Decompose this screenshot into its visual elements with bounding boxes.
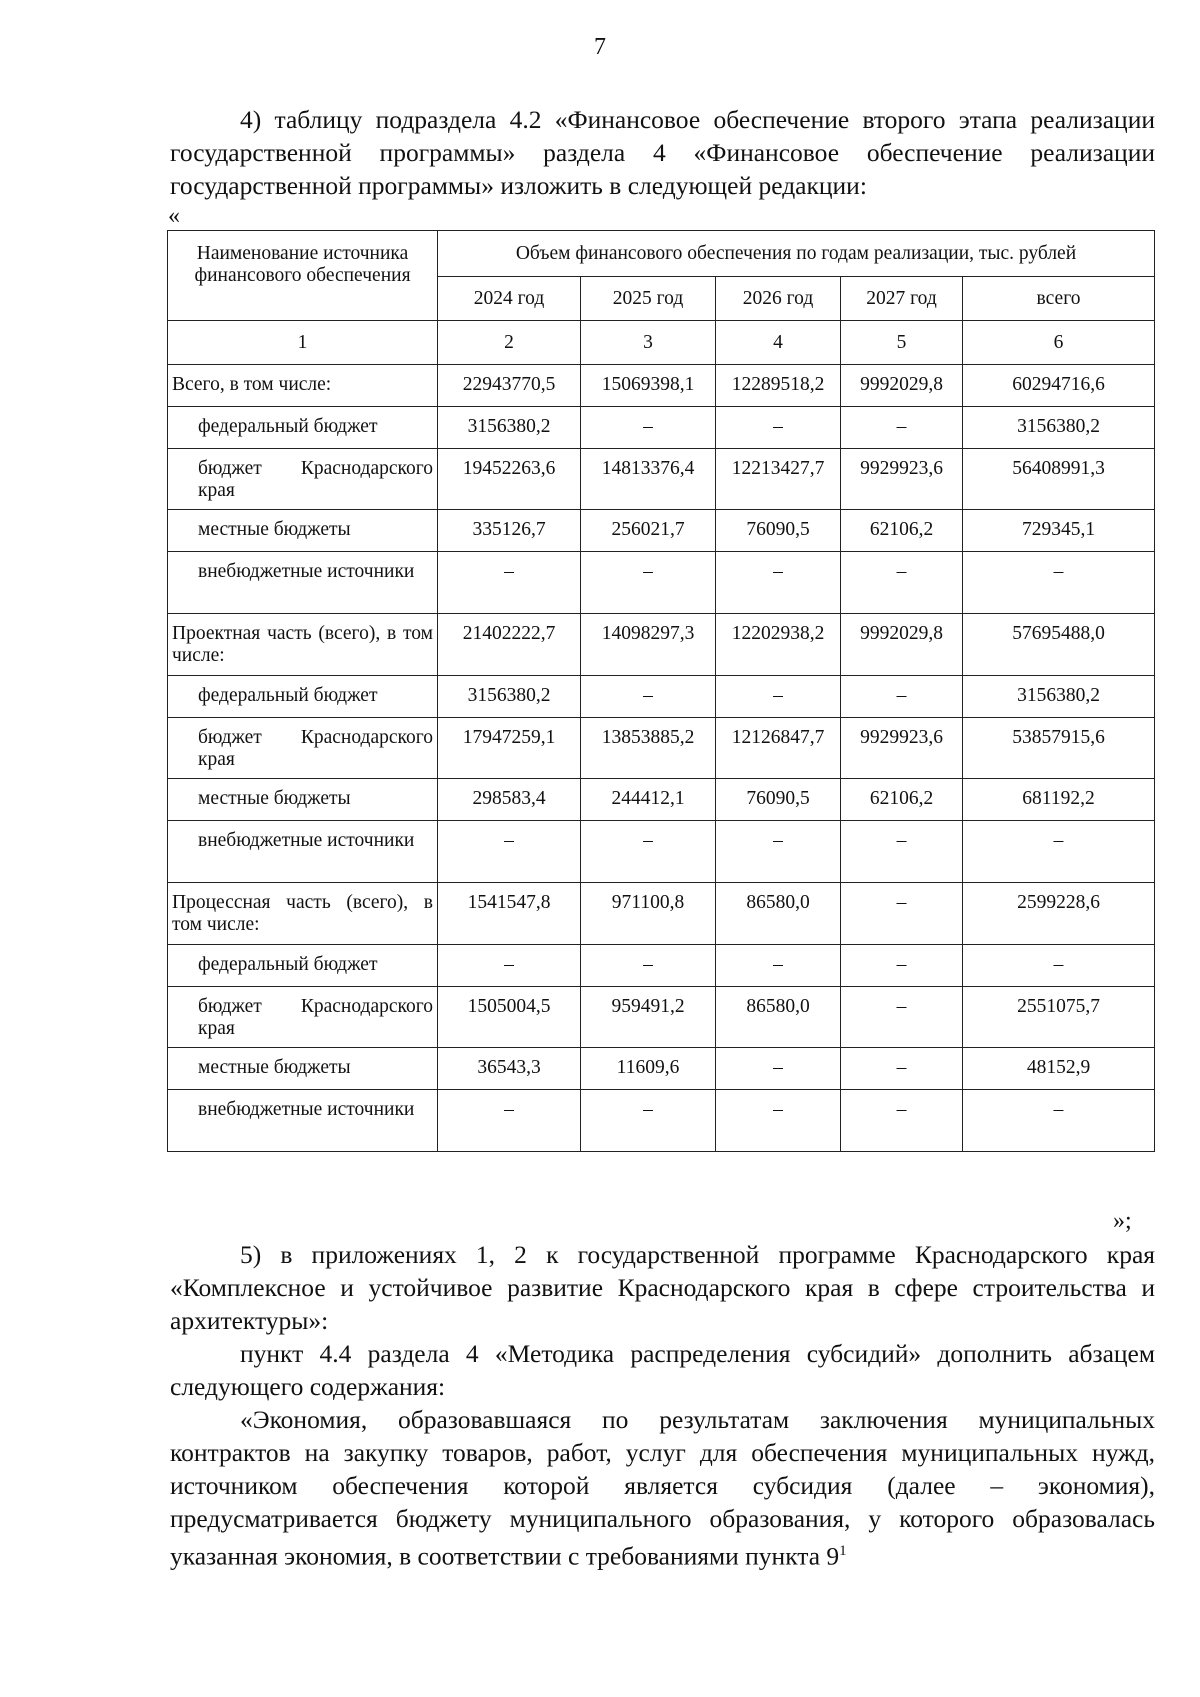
table-row xyxy=(168,552,1155,614)
row-value: 62106,2 xyxy=(841,510,963,552)
row-value: – xyxy=(841,821,963,883)
column-number: 1 xyxy=(168,321,438,365)
column-number: 6 xyxy=(963,321,1155,365)
header-total: всего xyxy=(963,277,1155,321)
row-value: – xyxy=(963,552,1155,614)
row-name: Всего, в том числе: xyxy=(168,365,438,407)
table-row xyxy=(168,945,1155,987)
row-value: – xyxy=(841,407,963,449)
row-value: 12202938,2 xyxy=(716,614,841,676)
column-number: 4 xyxy=(716,321,841,365)
table-row xyxy=(168,1048,1155,1090)
paragraph-quote xyxy=(170,1403,1155,1573)
table-row xyxy=(168,510,1155,552)
row-value: 60294716,6 xyxy=(963,365,1155,407)
row-value: – xyxy=(716,1090,841,1152)
header-year: 2027 год xyxy=(841,277,963,321)
row-value: 62106,2 xyxy=(841,779,963,821)
row-value: 335126,7 xyxy=(438,510,581,552)
table-row xyxy=(168,407,1155,449)
row-value: – xyxy=(716,945,841,987)
row-value: 12213427,7 xyxy=(716,449,841,510)
row-value: 22943770,5 xyxy=(438,365,581,407)
row-value: 2599228,6 xyxy=(963,883,1155,945)
row-value: 15069398,1 xyxy=(581,365,716,407)
paragraph-quote-superscript: 1 xyxy=(839,1543,847,1559)
row-value: 48152,9 xyxy=(963,1048,1155,1090)
row-value: 3156380,2 xyxy=(963,407,1155,449)
row-value: 9929923,6 xyxy=(841,718,963,779)
row-value: 21402222,7 xyxy=(438,614,581,676)
row-name: внебюджетные источники xyxy=(168,821,438,883)
row-value: – xyxy=(841,987,963,1048)
row-value: – xyxy=(581,407,716,449)
row-value: 14813376,4 xyxy=(581,449,716,510)
row-value: 2551075,7 xyxy=(963,987,1155,1048)
row-value: 256021,7 xyxy=(581,510,716,552)
financing-table xyxy=(167,230,1155,1152)
row-value: 17947259,1 xyxy=(438,718,581,779)
row-value: 681192,2 xyxy=(963,779,1155,821)
row-value: 298583,4 xyxy=(438,779,581,821)
row-value: 53857915,6 xyxy=(963,718,1155,779)
row-value: – xyxy=(438,945,581,987)
row-name: федеральный бюджет xyxy=(168,407,438,449)
row-value: – xyxy=(716,552,841,614)
row-value: – xyxy=(841,945,963,987)
row-value: 9929923,6 xyxy=(841,449,963,510)
row-value: 36543,3 xyxy=(438,1048,581,1090)
column-number: 2 xyxy=(438,321,581,365)
table-row xyxy=(168,1090,1155,1152)
row-value: 86580,0 xyxy=(716,883,841,945)
row-value: 12126847,7 xyxy=(716,718,841,779)
row-value: 57695488,0 xyxy=(963,614,1155,676)
header-year: 2024 год xyxy=(438,277,581,321)
row-value: 1541547,8 xyxy=(438,883,581,945)
row-name: бюджет Краснодарского края xyxy=(168,718,438,779)
row-name: Процессная часть (всего), в том числе: xyxy=(168,883,438,945)
row-value: – xyxy=(581,1090,716,1152)
row-name: Проектная часть (всего), в том числе: xyxy=(168,614,438,676)
row-value: 56408991,3 xyxy=(963,449,1155,510)
row-value: 76090,5 xyxy=(716,510,841,552)
row-value: – xyxy=(716,407,841,449)
row-value: 3156380,2 xyxy=(438,676,581,718)
row-name: федеральный бюджет xyxy=(168,945,438,987)
row-value: – xyxy=(841,1090,963,1152)
row-value: – xyxy=(438,821,581,883)
row-value: – xyxy=(841,883,963,945)
row-value: – xyxy=(963,1090,1155,1152)
table-row xyxy=(168,779,1155,821)
row-name: местные бюджеты xyxy=(168,510,438,552)
row-value: – xyxy=(963,945,1155,987)
header-year: 2026 год xyxy=(716,277,841,321)
row-value: – xyxy=(841,1048,963,1090)
table-row xyxy=(168,987,1155,1048)
table-row xyxy=(168,449,1155,510)
row-value: – xyxy=(438,552,581,614)
page-number: 7 xyxy=(594,34,606,60)
table-row xyxy=(168,883,1155,945)
header-year: 2025 год xyxy=(581,277,716,321)
header-volume: Объем финансового обеспечения по годам реализации, тыс. рублей xyxy=(438,231,1155,277)
table-row xyxy=(168,365,1155,407)
table-row xyxy=(168,718,1155,779)
row-value: 14098297,3 xyxy=(581,614,716,676)
quote-close: »; xyxy=(1113,1208,1132,1234)
row-value: – xyxy=(716,1048,841,1090)
header-source: Наименование источника финансового обеспечения xyxy=(168,231,438,321)
row-value: 9992029,8 xyxy=(841,365,963,407)
row-value: 76090,5 xyxy=(716,779,841,821)
row-value: 1505004,5 xyxy=(438,987,581,1048)
row-value: – xyxy=(716,821,841,883)
row-value: – xyxy=(841,676,963,718)
row-name: бюджет Краснодарского края xyxy=(168,449,438,510)
paragraph-punkt: пункт 4.4 раздела 4 «Методика распределения субсидий» дополнить абзацем следующего содержания: xyxy=(170,1339,1155,1401)
row-value: 86580,0 xyxy=(716,987,841,1048)
paragraph-4: 4) таблицу подраздела 4.2 «Финансовое обеспечение второго этапа реализации государственной программы» раздела 4 «Финансовое обеспечение реализации государственной программы» изложить в следующей редакции: xyxy=(170,105,1155,200)
quote-open: « xyxy=(168,203,180,229)
row-value: 244412,1 xyxy=(581,779,716,821)
row-name: местные бюджеты xyxy=(168,1048,438,1090)
row-name: местные бюджеты xyxy=(168,779,438,821)
row-name: внебюджетные источники xyxy=(168,1090,438,1152)
row-value: – xyxy=(716,676,841,718)
paragraph-5: 5) в приложениях 1, 2 к государственной программе Краснодарского края «Комплексное и устойчивое развитие Краснодарского края в сфере строительства и архитектуры»: xyxy=(170,1240,1155,1335)
paragraph-quote-text: «Экономия, образовавшаяся по результатам заключения муниципальных контрактов на закупку товаров, работ, услуг для обеспечения муниципальных нужд, источником обеспечения которой является субсидия (далее – экономия), предусматривается бюджету муниципального образования, у которого образовалась указанная экономия, в соответствии с требованиями пункта 9 xyxy=(170,1405,1155,1571)
table-row xyxy=(168,676,1155,718)
row-value: – xyxy=(581,552,716,614)
row-value: 19452263,6 xyxy=(438,449,581,510)
column-number: 5 xyxy=(841,321,963,365)
row-value: – xyxy=(438,1090,581,1152)
table-row xyxy=(168,614,1155,676)
row-value: 13853885,2 xyxy=(581,718,716,779)
row-value: 11609,6 xyxy=(581,1048,716,1090)
column-number: 3 xyxy=(581,321,716,365)
row-value: – xyxy=(581,676,716,718)
row-value: 971100,8 xyxy=(581,883,716,945)
row-value: 3156380,2 xyxy=(438,407,581,449)
row-name: федеральный бюджет xyxy=(168,676,438,718)
row-value: 9992029,8 xyxy=(841,614,963,676)
row-value: 959491,2 xyxy=(581,987,716,1048)
row-value: – xyxy=(841,552,963,614)
row-value: – xyxy=(963,821,1155,883)
row-value: 3156380,2 xyxy=(963,676,1155,718)
row-value: 729345,1 xyxy=(963,510,1155,552)
row-name: внебюджетные источники xyxy=(168,552,438,614)
row-name: бюджет Краснодарского края xyxy=(168,987,438,1048)
row-value: – xyxy=(581,945,716,987)
row-value: – xyxy=(581,821,716,883)
table-row xyxy=(168,821,1155,883)
row-value: 12289518,2 xyxy=(716,365,841,407)
